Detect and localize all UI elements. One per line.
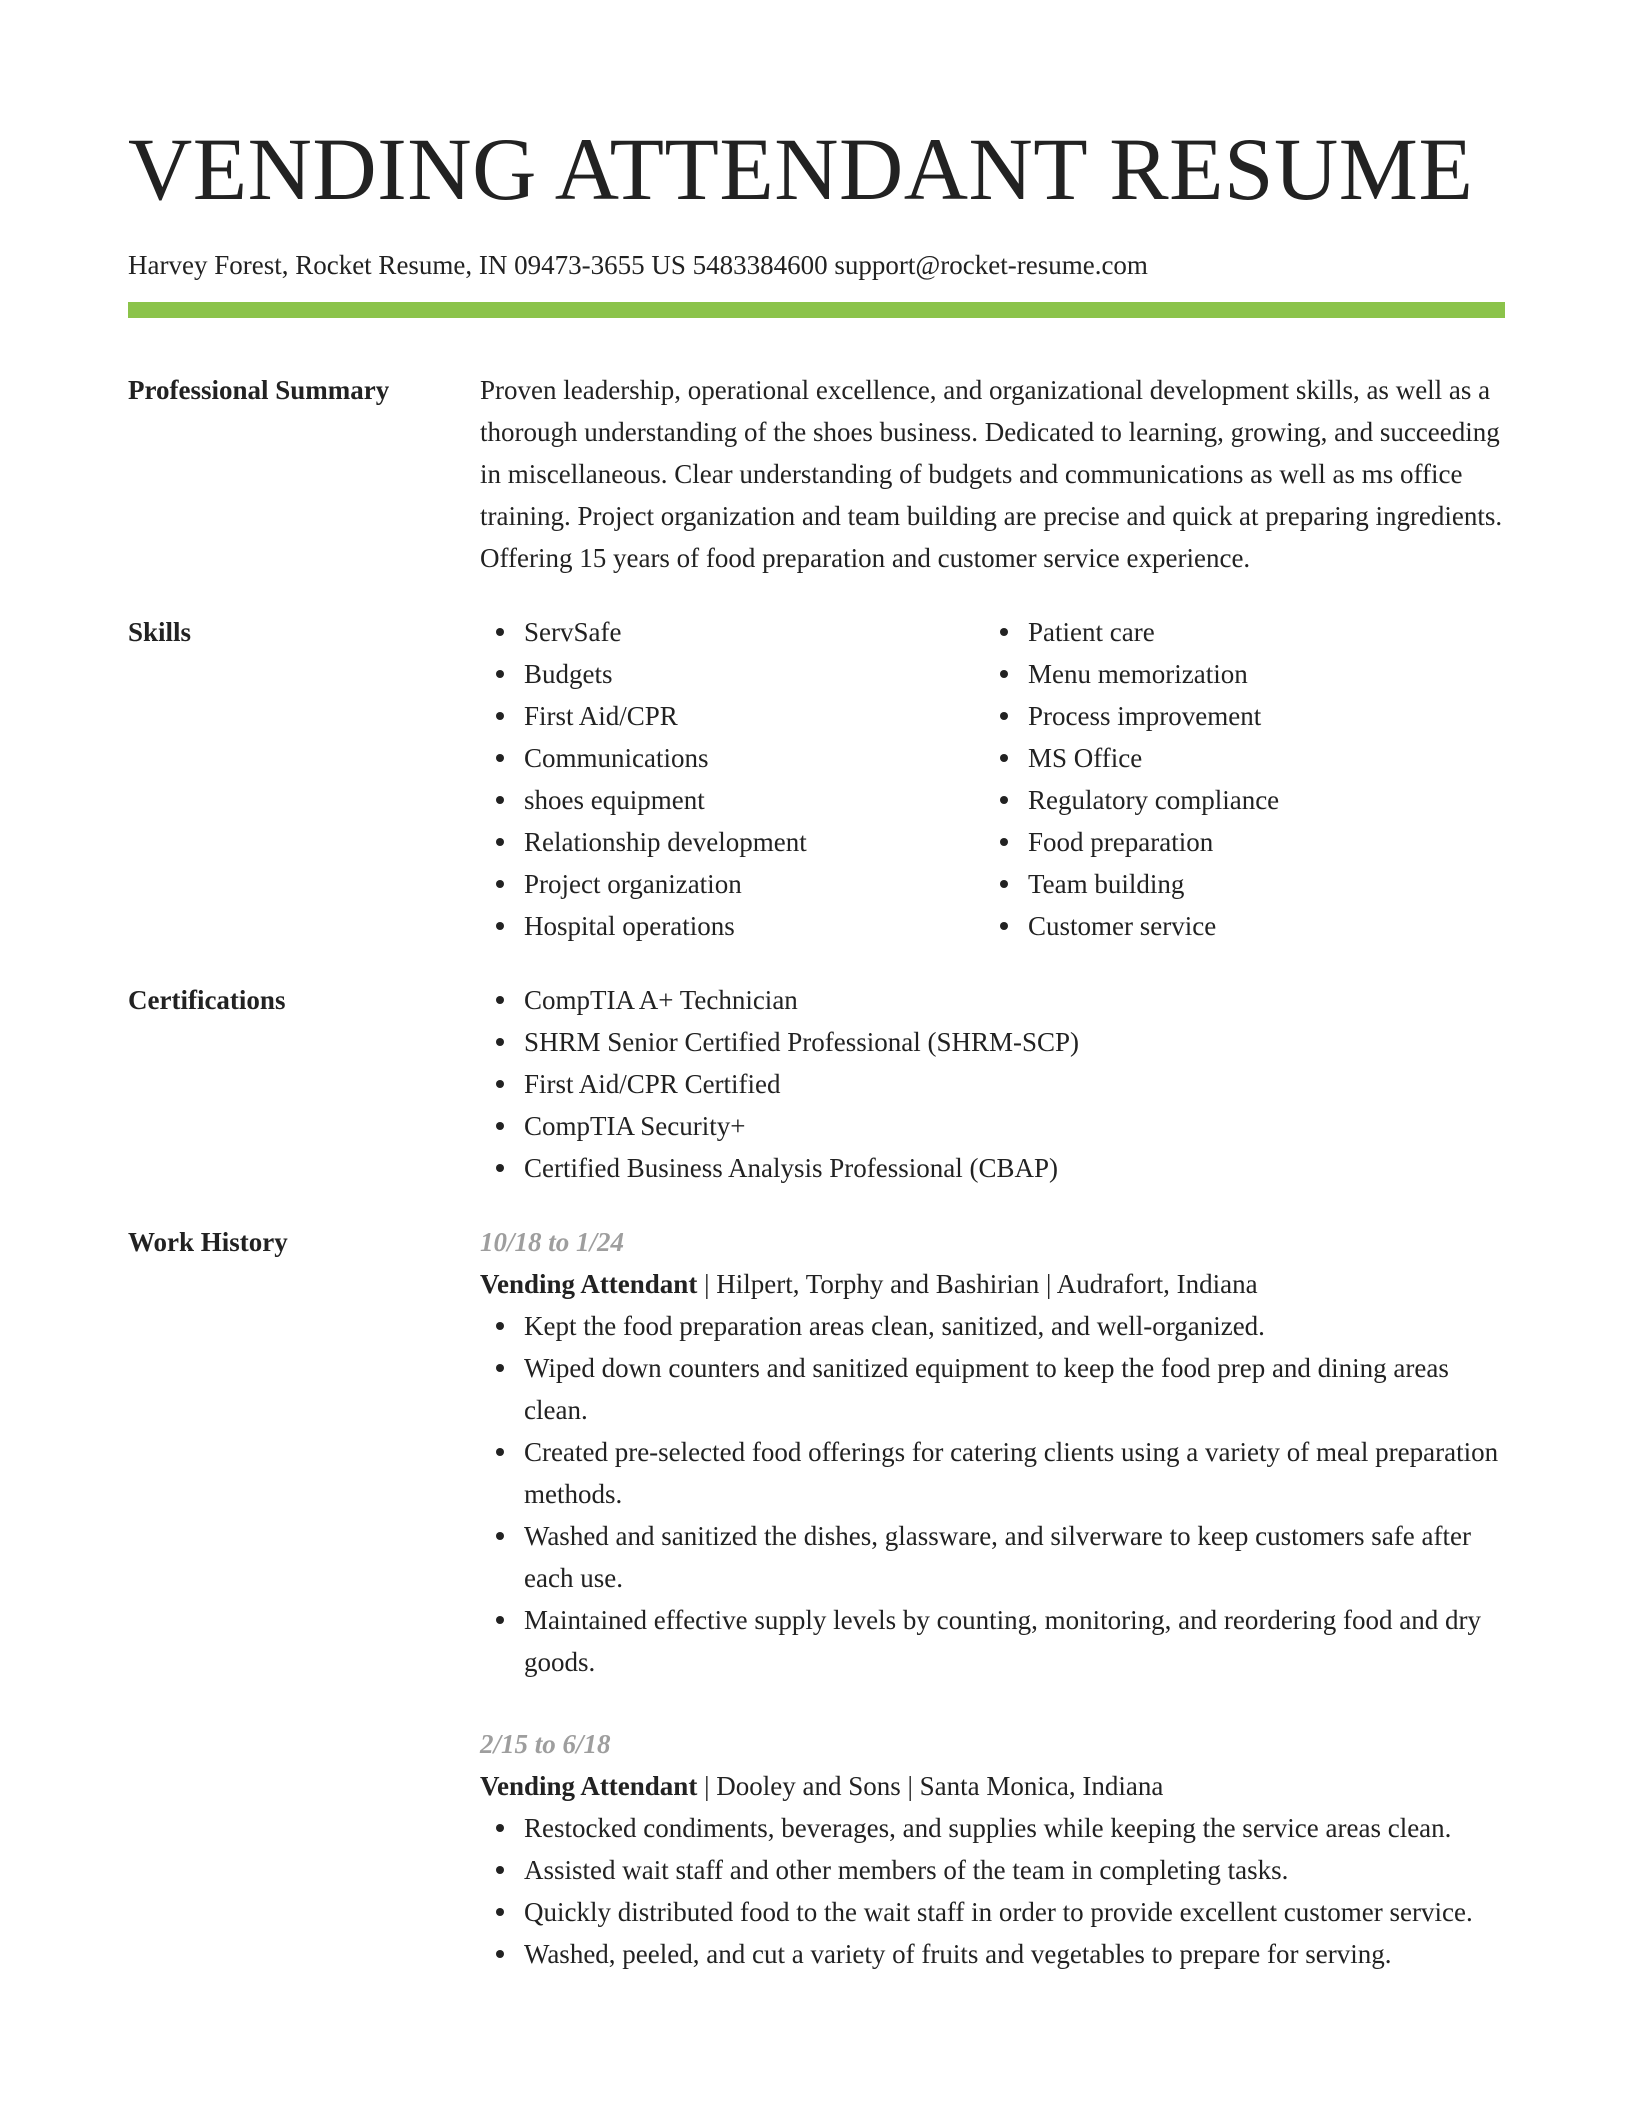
skill-item: Hospital operations [524, 905, 984, 947]
skill-item: Team building [1028, 863, 1488, 905]
bullet-icon [1000, 796, 1008, 804]
bullet-icon [496, 1448, 504, 1456]
skill-item: shoes equipment [524, 779, 984, 821]
bullet-icon [1000, 922, 1008, 930]
skills-section [128, 611, 1505, 947]
job-heading [480, 1263, 1505, 1305]
job-duty-item: Assisted wait staff and other members of the team in completing tasks. [524, 1849, 1505, 1891]
bullet-icon [496, 880, 504, 888]
job-title: Vending Attendant [480, 1771, 698, 1801]
skill-item: First Aid/CPR [524, 695, 984, 737]
summary-text: Proven leadership, operational excellence, and organizational development skills, as well as a thorough understanding of the shoes business. Dedicated to learning, growing, and succeeding in miscellaneous. Clear understanding of budgets and communications as well as ms office training. Project organization and team building are precise and quick at preparing ingredients. Offering 15 years of food preparation and customer service experience. [480, 375, 1503, 573]
certification-item: SHRM Senior Certified Professional (SHRM-SCP) [524, 1021, 1505, 1063]
job-duty-item: Quickly distributed food to the wait staff in order to provide excellent customer service. [524, 1891, 1505, 1933]
bullet-icon [496, 628, 504, 636]
bullet-icon [1000, 670, 1008, 678]
skill-item: Food preparation [1028, 821, 1488, 863]
accent-divider [128, 302, 1505, 318]
contact-info: Harvey Forest, Rocket Resume, IN 09473-3655 US 5483384600 support@rocket-resume.com [128, 250, 1148, 280]
job-dates: 2/15 to 6/18 [480, 1729, 611, 1759]
bullet-icon [496, 1322, 504, 1330]
skill-item: ServSafe [524, 611, 984, 653]
job-duty-item: Wiped down counters and sanitized equipment to keep the food prep and dining areas clean. [524, 1347, 1505, 1431]
bullet-icon [496, 996, 504, 1004]
certification-item: Certified Business Analysis Professional (CBAP) [524, 1147, 1505, 1189]
skill-item: Process improvement [1028, 695, 1488, 737]
job-heading [480, 1765, 1505, 1807]
bullet-icon [496, 1164, 504, 1172]
job-duty-item: Kept the food preparation areas clean, sanitized, and well-organized. [524, 1305, 1505, 1347]
job-employer-location: | Hilpert, Torphy and Bashirian | Audrafort, Indiana [697, 1269, 1258, 1299]
job-duty-item: Maintained effective supply levels by counting, monitoring, and reordering food and dry goods. [524, 1599, 1505, 1683]
bullet-icon [496, 838, 504, 846]
job-entry [480, 1221, 1505, 1683]
skill-item: Customer service [1028, 905, 1488, 947]
job-duty-item: Washed, peeled, and cut a variety of fruits and vegetables to prepare for serving. [524, 1933, 1505, 1975]
skill-item: Budgets [524, 653, 984, 695]
bullet-icon [1000, 838, 1008, 846]
section-label-skills: Skills [128, 617, 192, 647]
skills-column-right [984, 611, 1488, 947]
bullet-icon [496, 1866, 504, 1874]
bullet-icon [496, 1080, 504, 1088]
skill-item: Communications [524, 737, 984, 779]
job-duty-item: Created pre-selected food offerings for catering clients using a variety of meal preparation methods. [524, 1431, 1505, 1515]
professional-summary-section [128, 369, 1505, 579]
certification-item: First Aid/CPR Certified [524, 1063, 1505, 1105]
bullet-icon [496, 754, 504, 762]
bullet-icon [496, 922, 504, 930]
bullet-icon [496, 712, 504, 720]
section-label-summary: Professional Summary [128, 375, 390, 405]
bullet-icon [496, 1908, 504, 1916]
bullet-icon [496, 1364, 504, 1372]
certification-item: CompTIA A+ Technician [524, 979, 1505, 1021]
bullet-icon [1000, 754, 1008, 762]
bullet-icon [496, 796, 504, 804]
bullet-icon [1000, 628, 1008, 636]
skill-item: Patient care [1028, 611, 1488, 653]
skill-item: Relationship development [524, 821, 984, 863]
job-duty-item: Restocked condiments, beverages, and supplies while keeping the service areas clean. [524, 1807, 1505, 1849]
bullet-icon [496, 1038, 504, 1046]
certifications-section [128, 979, 1505, 1189]
work-history-section [128, 1221, 1505, 2015]
certifications-list [480, 979, 1505, 1189]
skill-item: Menu memorization [1028, 653, 1488, 695]
certification-item: CompTIA Security+ [524, 1105, 1505, 1147]
job-dates: 10/18 to 1/24 [480, 1227, 625, 1257]
bullet-icon [496, 1950, 504, 1958]
bullet-icon [496, 670, 504, 678]
job-employer-location: | Dooley and Sons | Santa Monica, Indiana [697, 1771, 1164, 1801]
bullet-icon [1000, 712, 1008, 720]
skill-item: Regulatory compliance [1028, 779, 1488, 821]
skill-item: MS Office [1028, 737, 1488, 779]
skills-grid [480, 611, 1505, 947]
resume-page [128, 120, 1505, 2015]
section-label-work-history: Work History [128, 1227, 288, 1257]
job-duties [480, 1807, 1505, 1975]
job-title: Vending Attendant [480, 1269, 698, 1299]
section-label-certifications: Certifications [128, 985, 286, 1015]
job-duties [480, 1305, 1505, 1683]
bullet-icon [1000, 880, 1008, 888]
skills-column-left [480, 611, 984, 947]
resume-title: VENDING ATTENDANT RESUME [128, 121, 1474, 219]
job-entry [480, 1723, 1505, 1975]
skill-item: Project organization [524, 863, 984, 905]
bullet-icon [496, 1824, 504, 1832]
job-duty-item: Washed and sanitized the dishes, glassware, and silverware to keep customers safe after each use. [524, 1515, 1505, 1599]
work-history-list [480, 1221, 1505, 2015]
bullet-icon [496, 1616, 504, 1624]
bullet-icon [496, 1532, 504, 1540]
bullet-icon [496, 1122, 504, 1130]
